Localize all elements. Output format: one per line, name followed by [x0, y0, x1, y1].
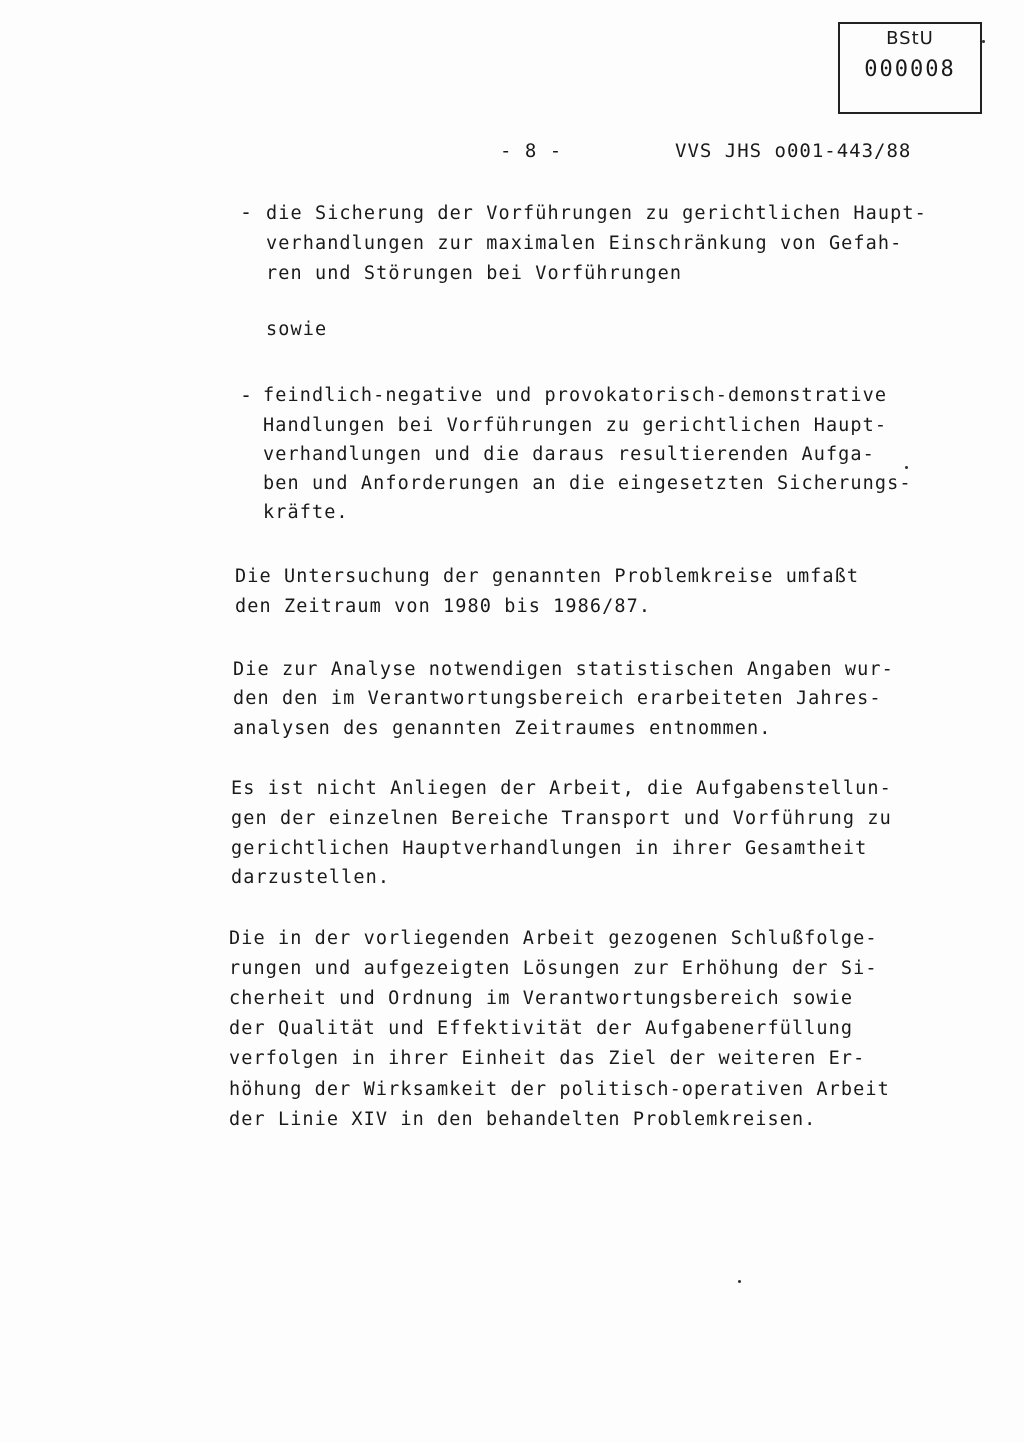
- paragraph-3-line: gerichtlichen Hauptverhandlungen in ihrer Gesamtheit: [231, 838, 868, 859]
- paragraph-3-line: darzustellen.: [231, 867, 391, 888]
- paragraph-2-line: Die zur Analyse notwendigen statistischen Angaben wur-: [233, 659, 894, 680]
- conjunction-sowie: sowie: [266, 319, 328, 340]
- bullet-2-line: Handlungen bei Vorführungen zu gerichtlichen Haupt-: [263, 415, 888, 436]
- paragraph-4-line: cherheit und Ordnung im Verantwortungsbereich sowie: [229, 988, 854, 1009]
- paragraph-3-line: Es ist nicht Anliegen der Arbeit, die Aufgabenstellun-: [231, 778, 892, 799]
- paragraph-4-line: verfolgen in ihrer Einheit das Ziel der weiteren Er-: [229, 1048, 866, 1069]
- bullet-2-line: feindlich-negative und provokatorisch-demonstrative: [263, 385, 888, 406]
- bullet-1-marker: -: [240, 200, 253, 224]
- bullet-2-line: kräfte.: [263, 502, 349, 523]
- bullet-1-line: die Sicherung der Vorführungen zu gerichtlichen Haupt-: [266, 203, 927, 224]
- paragraph-4-line: Die in der vorliegenden Arbeit gezogenen Schlußfolge-: [229, 928, 878, 949]
- scan-speck: [982, 40, 985, 43]
- paragraph-2-line: den den im Verantwortungsbereich erarbeiteten Jahres-: [233, 688, 882, 709]
- bullet-2-line: verhandlungen und die daraus resultierenden Aufga-: [263, 444, 875, 465]
- bullet-2-marker: -: [240, 383, 253, 407]
- stamp-number: 000008: [864, 57, 956, 82]
- bullet-1-line: verhandlungen zur maximalen Einschränkung von Gefah-: [266, 233, 903, 254]
- paragraph-4-line: der Linie XIV in den behandelten Problemkreisen.: [229, 1109, 817, 1130]
- paragraph-1-line: Die Untersuchung der genannten Problemkreise umfaßt: [235, 566, 860, 587]
- paragraph-4-line: höhung der Wirksamkeit der politisch-operativen Arbeit: [229, 1079, 890, 1100]
- paragraph-2-line: analysen des genannten Zeitraumes entnommen.: [233, 718, 772, 739]
- paragraph-4-line: der Qualität und Effektivität der Aufgabenerfüllung: [229, 1018, 854, 1039]
- document-reference: VVS JHS o001-443/88: [675, 140, 912, 162]
- archive-stamp: [838, 22, 982, 114]
- page-number: - 8 -: [500, 140, 563, 162]
- paragraph-4-line: rungen und aufgezeigten Lösungen zur Erhöhung der Si-: [229, 958, 878, 979]
- scan-speck: [738, 1280, 741, 1283]
- paragraph-3-line: gen der einzelnen Bereiche Transport und Vorführung zu: [231, 808, 892, 829]
- bullet-1-line: ren und Störungen bei Vorführungen: [266, 263, 683, 284]
- paragraph-1-line: den Zeitraum von 1980 bis 1986/87.: [235, 596, 652, 617]
- stamp-org: BStU: [886, 28, 934, 49]
- bullet-2-line: ben und Anforderungen an die eingesetzten Sicherungs-: [263, 473, 912, 494]
- scan-speck: [905, 466, 908, 469]
